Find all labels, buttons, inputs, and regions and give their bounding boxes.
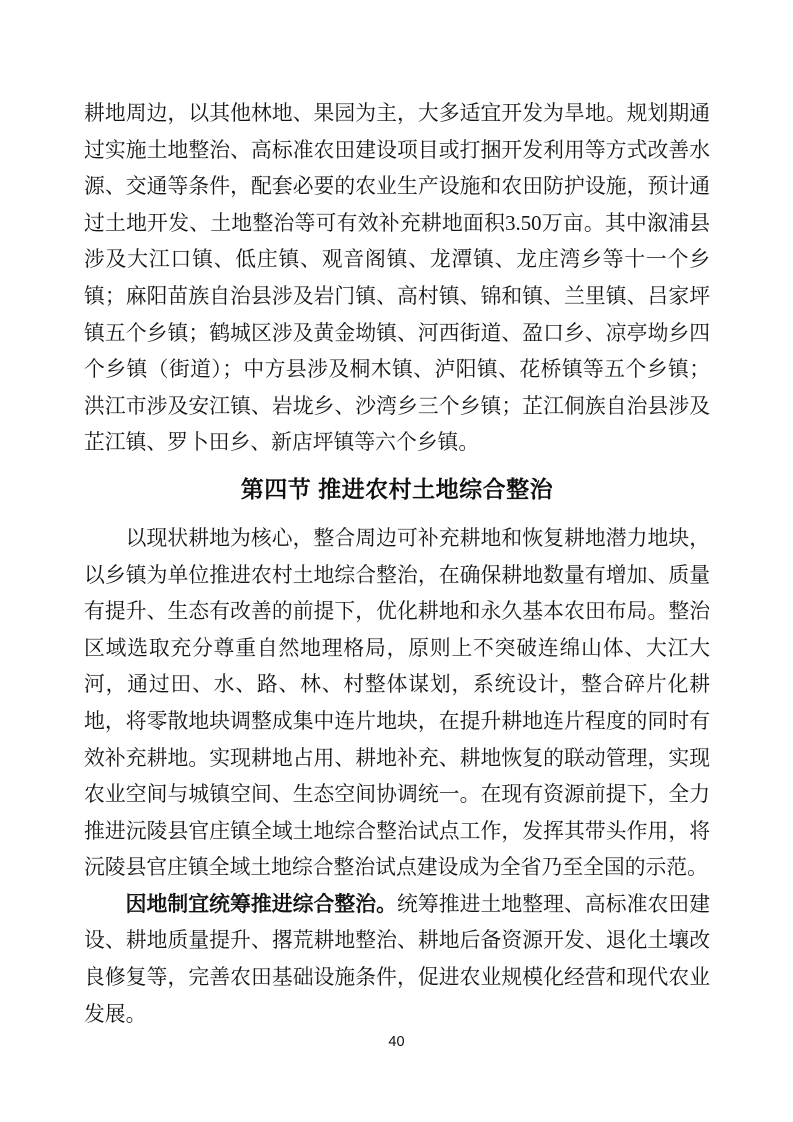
paragraph-coordinated-consolidation [84, 887, 710, 1033]
section-heading-rural-land-consolidation: 第四节 推进农村土地综合整治 [240, 475, 554, 502]
page-content [84, 96, 710, 1033]
paragraph-lead-rest: 统筹推进土地整理、高标准农田建设、耕地质量提升、撂荒耕地整治、耕地后备资源开发、退化土壤改良修复等，完善农田基础设施条件，促进农业规模化经营和现代农业发展。 [84, 892, 711, 1026]
paragraph-consolidation-principles: 以现状耕地为核心，整合周边可补充耕地和恢复耕地潜力地块，以乡镇为单位推进农村土地综合整治，在确保耕地数量有增加、质量有提升、生态有改善的前提下，优化耕地和永久基本农田布局。整治区域选取充分尊重自然地理格局，原则上不突破连绵山体、大江大河，通过田、水、路、林、村整体谋划，系统设计，整合碎片化耕地，将零散地块调整成集中连片地块，在提升耕地连片程度的同时有效补充耕地。实现耕地占用、耕地补充、耕地恢复的联动管理，实现农业空间与城镇空间、生态空间协调统一。在现有资源前提下，全力推进沅陵县官庄镇全域土地综合整治试点工作，发挥其带头作用，将沅陵县官庄镇全域土地综合整治试点建设成为全省乃至全国的示范。 [84, 526, 710, 880]
paragraph-supplement-farmland: 耕地周边，以其他林地、果园为主，大多适宜开发为旱地。规划期通过实施土地整治、高标准农田建设项目或打捆开发利用等方式改善水源、交通等条件，配套必要的农业生产设施和农田防护设施，预计通过土地开发、土地整治等可有效补充耕地面积3.50万亩。其中溆浦县涉及大江口镇、低庄镇、观音阁镇、龙潭镇、龙庄湾乡等十一个乡镇；麻阳苗族自治县涉及岩门镇、高村镇、锦和镇、兰里镇、吕家坪镇五个乡镇；鹤城区涉及黄金坳镇、河西街道、盈口乡、凉亭坳乡四个乡镇（街道）；中方县涉及桐木镇、泸阳镇、花桥镇等五个乡镇；洪江市涉及安江镇、岩垅乡、沙湾乡三个乡镇；芷江侗族自治县涉及芷江镇、罗卜田乡、新店坪镇等六个乡镇。 [84, 102, 710, 455]
page-number: 40 [388, 1034, 405, 1050]
paragraph-lead-bold: 因地制宜统筹推进综合整治。 [125, 892, 397, 916]
